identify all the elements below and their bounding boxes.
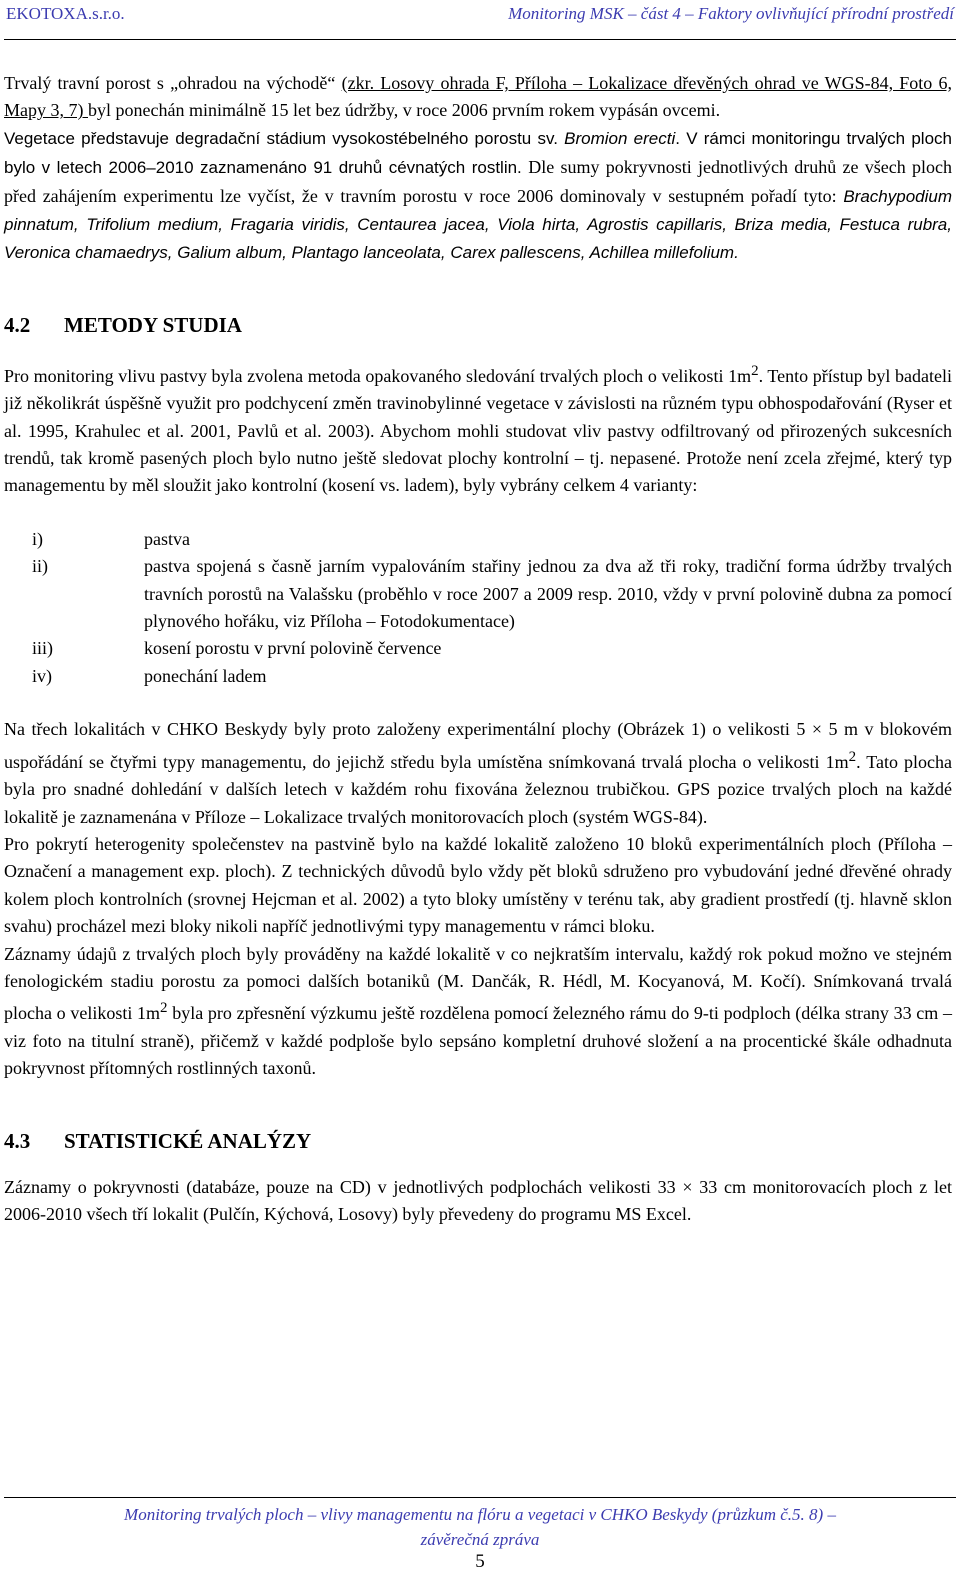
footer-divider bbox=[4, 1497, 956, 1498]
page-number: 5 bbox=[475, 1551, 485, 1572]
paragraph-site-description: Trvalý travní porost s „ohradou na východě“ (zkr. Losovy ohrada F, Příloha – Lokalizace dřevěných ohrad ve WGS-84, Foto 6, Mapy 3, 7) byl ponechán minimálně 15 let bez údržby, v roce 2006 prvním rokem vypásán ovcemi. bbox=[4, 73, 952, 121]
footer-title: Monitoring trvalých ploch – vlivy managementu na flóru a vegetaci v CHKO Beskydy (průzkum č.5. 8) – bbox=[124, 1505, 836, 1524]
species-list: Brachypodium pinnatum, Trifolium medium, Fragaria viridis, Centaurea jacea, Viola hirta, Agrostis capillaris, Briza media, Festuca rubra, Veronica chamaedrys, Galium album, Plantago lanceolata, Carex pallescens, Achillea millefolium. bbox=[4, 186, 952, 262]
paragraph-experimental-plots: Na třech lokalitách v CHKO Beskydy byly proto založeny experimentální plochy (Obrázek 1) o velikosti 5 × 5 m v blokovém uspořádání se čtyřmi typy managementu, do jejichž středu byla umístěna snímkovaná trvalá plocha o velikosti $1m^2$. Tato plocha byla pro snadné dohledání v dalších letech v každém rohu fixována železnou trubičkou. GPS pozice trvalých ploch na každé lokalitě je zaznamenána v Příloze – Lokalizace trvalých monitorovacích ploch (systém WGS-84). bbox=[4, 719, 952, 827]
section-heading-4-3: 4.3 STATISTICKÉ ANALÝZY bbox=[4, 1128, 312, 1153]
main-content bbox=[4, 70, 952, 1228]
header-company: EKOTOXA.s.r.o. bbox=[6, 4, 125, 23]
running-header bbox=[6, 4, 954, 30]
section-heading-4-2: 4.2 METODY STUDIA bbox=[4, 312, 242, 337]
species-name: Bromion erecti bbox=[564, 128, 676, 148]
header-divider bbox=[4, 39, 956, 40]
paragraph-vegetation: Vegetace představuje degradační stádium vysokostébelného porostu sv. Bromion erecti. V rámci monitoringu trvalých ploch bylo v letech 2006–2010 zaznamenáno 91 druhů cévnatých rostlin. Dle sumy pokryvnosti jednotlivých druhů ze všech ploch před zahájením experimentu lze vyčíst, že v travním porostu v roce 2006 dominovaly v sestupném pořadí tyto: Brachypodium pinnatum, Trifolium medium, Fragaria viridis, Centaurea jacea, Viola hirta, Agrostis capillaris, Briza media, Festuca rubra, Veronica chamaedrys, Galium album, Plantago lanceolata, Carex pallescens, Achillea millefolium. bbox=[4, 128, 952, 262]
list-item: iii) kosení porostu v první polovině července bbox=[32, 638, 442, 659]
list-item: i) pastva bbox=[32, 528, 190, 549]
footer-subtitle: závěrečná zpráva bbox=[420, 1530, 540, 1549]
header-title: Monitoring MSK – část 4 – Faktory ovlivňující přírodní prostředí bbox=[508, 4, 954, 23]
list-item: ii) pastva spojená s časně jarním vypalováním stařiny jednou za dva až tři roky, tradiční forma údržby trvalých travních porostů na Valašsku (proběhlo v roce 2007 a 2009 resp. 2010, vždy v první polovině dubna za pomocí plynového hořáku, viz Příloha – Fotodokumentace) bbox=[32, 556, 952, 632]
paragraph-records: Záznamy údajů z trvalých ploch byly prováděny na každé lokalitě v co nejkratším intervalu, každý rok pokud možno ve stejném fenologickém stadiu porostu za pomoci dalších botaniků (M. Dančák, R. Hédl, M. Kocyanová, M. Kočí). Snímkovaná trvalá plocha o velikosti $1m^2$ byla pro zpřesnění výzkumu ještě rozdělena pomocí železného rámu do 9-ti podploch (délka strany 33 cm – viz foto na titulní straně), přičemž v každé podploše bylo sepsáno kompletní druhové složení a na procentické škále odhadnuta pokryvnost přítomných rostlinných taxonů. bbox=[4, 943, 952, 1079]
paragraph-heterogeneity: Pro pokrytí heterogenity společenstev na pastvině bylo na každé lokalitě založeno 10 bloků experimentálních ploch (Příloha – Označení a management exp. ploch). Z technických důvodů bylo vždy pět bloků sdruženo pro vybudování jedné dřevěné ohrady kolem ploch kontrolních (srovnej Hejcman et al. 2002) a tyto bloky umístěny v terénu tak, aby gradient prostředí (tj. hlavně sklon svahu) procházel mezi bloky nikoli napříč jednotlivými typy managementu v rámci bloku. bbox=[4, 833, 952, 937]
list-item: iv) ponechání ladem bbox=[32, 665, 267, 686]
variants-list bbox=[4, 526, 952, 690]
paragraph-statistics: Záznamy o pokryvnosti (databáze, pouze na CD) v jednotlivých podplochách velikosti 33 × 33 cm monitorovacích ploch z let 2006-2010 všech tří lokalit (Pulčín, Kýchová, Losovy) byly převedeny do programu MS Excel. bbox=[4, 1176, 952, 1224]
running-footer bbox=[0, 1502, 960, 1552]
paragraph-methods: Pro monitoring vlivu pastvy byla zvolena metoda opakovaného sledování trvalých ploch o velikosti $1m^2$. Tento přístup byl badateli již několikrát úspěšně využit pro podchycení změn travinobylinné vegetace v závislosti na různém typu obhospodařování (Ryser et al. 1995, Krahulec et al. 2001, Pavlů et al. 2003). Abychom mohli studovat vliv pastvy odfiltrovaný od přirozených sukcesních trendů, tak kromě pasených ploch bylo nutno ještě sledovat plochy kontrolní – tj. nepasené. Protože není zcela zřejmé, který typ managementu by měl sloužit jako kontrolní (kosení vs. ladem), byly vybrány celkem 4 varianty: bbox=[4, 362, 952, 496]
annex-reference-link[interactable]: (zkr. Losovy ohrada F, Příloha – Lokalizace dřevěných ohrad ve WGS-84, Foto 6, Mapy 3, 7) bbox=[4, 73, 952, 121]
